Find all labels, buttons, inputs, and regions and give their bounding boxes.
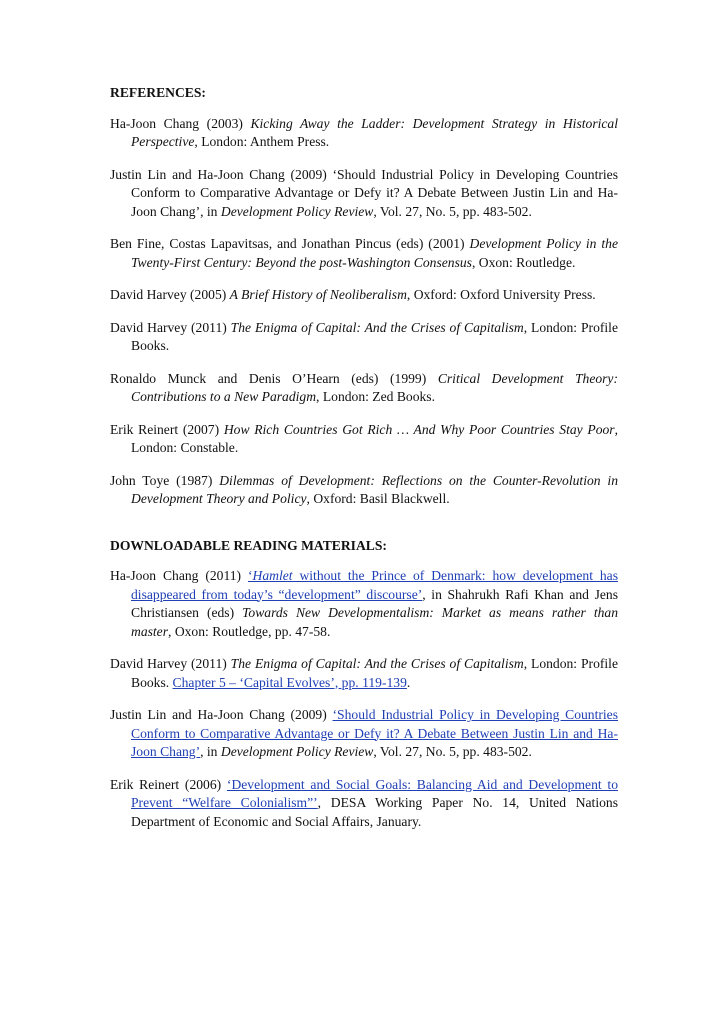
- reference-item: [110, 235, 618, 272]
- download-author-year: Erik Reinert (2006): [110, 776, 227, 792]
- references-heading: REFERENCES:: [110, 85, 206, 100]
- reference-publisher: , London: Profile Books.: [131, 319, 618, 353]
- reference-item: [110, 370, 618, 407]
- reference-author-year: Ha-Joon Chang (2003): [110, 115, 251, 131]
- download-editors: , in Shahrukh Rafi Khan and Jens Christiansen (eds): [131, 586, 618, 620]
- reference-publisher: , Vol. 27, No. 5, pp. 483-502.: [373, 203, 532, 219]
- reference-item: [110, 115, 618, 152]
- reference-author-year: Erik Reinert (2007): [110, 421, 224, 437]
- download-author-year: Ha-Joon Chang (2011): [110, 568, 248, 583]
- reference-title: Dilemmas of Development: Reflections on the Counter-Revolution in Development Theory and Policy: [131, 472, 618, 506]
- download-book-title: The Enigma of Capital: And the Crises of Capitalism: [230, 656, 524, 671]
- reference-title: Development Policy in the Twenty-First Century: Beyond the post-Washington Consensus: [131, 236, 619, 270]
- download-author-year: Justin Lin and Ha-Joon Chang (2009): [110, 707, 333, 722]
- reference-title: The Enigma of Capital: And the Crises of Capitalism: [230, 319, 524, 335]
- reference-title: Kicking Away the Ladder: Development Strategy in Historical Perspective: [131, 115, 618, 149]
- downloads-list: [110, 567, 618, 831]
- reference-publisher: , Oxford: Basil Blackwell.: [306, 491, 450, 506]
- reference-item: [110, 472, 618, 509]
- reference-author-year: Justin Lin and Ha-Joon Chang (2009) ‘Should Industrial Policy in Developing Countries Conform to Comparative Advantage or Defy it? A Debate Between Justin Lin and Ha-Joon Chang’, in: [110, 166, 618, 219]
- download-in: , in: [200, 744, 221, 759]
- download-publisher: , DESA Working Paper No. 14, United Nations Department of Economic and Social Affairs, January.: [131, 795, 618, 829]
- download-link-industrial-policy[interactable]: ‘Should Industrial Policy in Developing Countries Conform to Comparative Advantage or Defy it? A Debate Between Justin Lin and Ha-Joon Chang’: [131, 707, 618, 759]
- download-item: [110, 655, 618, 692]
- reference-title: Critical Development Theory: Contributions to a New Paradigm: [131, 370, 618, 404]
- download-item: [110, 776, 618, 832]
- reference-item: [110, 421, 618, 458]
- download-book-title: Towards New Developmentalism: Market as means rather than master: [131, 605, 618, 639]
- reference-publisher: , London: Zed Books.: [316, 389, 435, 404]
- document-page: [110, 84, 618, 845]
- download-author-year: David Harvey (2011): [110, 656, 231, 671]
- link-italic-title: Hamlet: [252, 568, 293, 583]
- downloads-heading: DOWNLOADABLE READING MATERIALS:: [110, 537, 387, 553]
- reference-publisher: , London: Constable.: [131, 421, 618, 455]
- link-text: without the Prince of Denmark: how development has disappeared from today’s “development” discourse’: [131, 568, 619, 602]
- download-publisher: , Oxon: Routledge, pp. 47-58.: [168, 623, 331, 639]
- reference-title: Development Policy Review: [220, 203, 374, 219]
- download-link-chapter-5[interactable]: Chapter 5 – ‘Capital Evolves’, pp. 119-139: [172, 674, 407, 690]
- download-item: [110, 706, 618, 762]
- download-link-welfare-colonialism[interactable]: ‘Development and Social Goals: Balancing Aid and Development to Prevent “Welfare Colonialism”’: [131, 776, 618, 810]
- reference-item: [110, 166, 618, 222]
- reference-publisher: , London: Anthem Press.: [194, 134, 330, 149]
- reference-author-year: David Harvey (2011): [110, 319, 231, 335]
- reference-author-year: Ronaldo Munck and Denis O’Hearn (eds) (1999): [110, 370, 438, 386]
- reference-title: A Brief History of Neoliberalism: [229, 287, 407, 302]
- reference-publisher: , Oxford: Oxford University Press.: [406, 287, 596, 302]
- download-publisher: , London: Profile Books.: [131, 656, 618, 690]
- reference-title: How Rich Countries Got Rich … And Why Poor Countries Stay Poor: [223, 421, 615, 437]
- reference-item: [110, 286, 618, 305]
- download-journal-title: Development Policy Review: [220, 744, 374, 759]
- reference-publisher: , Oxon: Routledge.: [471, 254, 576, 270]
- reference-author-year: John Toye (1987): [110, 472, 220, 488]
- download-volume: , Vol. 27, No. 5, pp. 483-502.: [373, 744, 532, 759]
- download-end: .: [406, 674, 411, 690]
- reference-item: [110, 319, 618, 356]
- reference-author-year: Ben Fine, Costas Lapavitsas, and Jonathan Pincus (eds) (2001): [110, 236, 470, 251]
- reference-author-year: David Harvey (2005): [110, 287, 230, 302]
- link-quote: ‘: [247, 568, 253, 583]
- download-item: [110, 567, 618, 641]
- references-list: [110, 115, 618, 509]
